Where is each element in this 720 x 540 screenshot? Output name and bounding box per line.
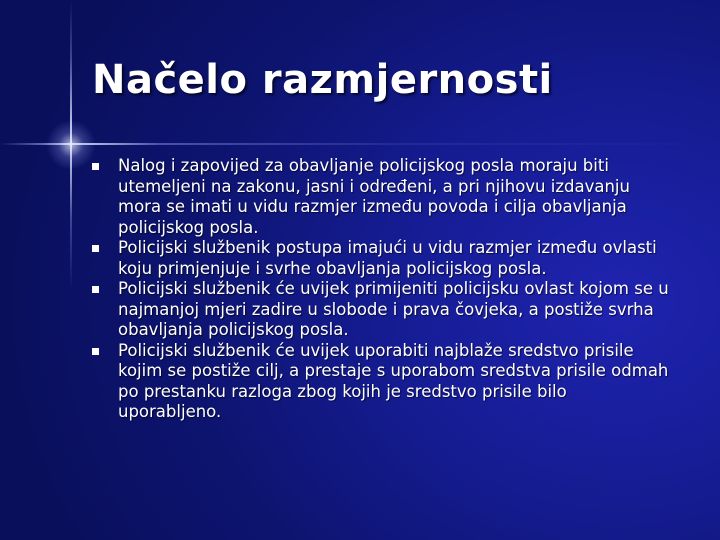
- bullet-item: [92, 156, 672, 238]
- square-bullet-icon: [92, 163, 99, 170]
- square-bullet-icon: [92, 245, 99, 252]
- bullet-text: Policijski službenik će uvijek primijeniti policijsku ovlast kojom se u najmanjoj mjeri zadire u slobode i prava čovjeka, a postiže svrha obavljanja policijskog posla.: [118, 279, 669, 339]
- bullet-text: Policijski službenik će uvijek uporabiti najblaže sredstvo prisile kojim se postiže cilj, a prestaje s uporabom sredstva prisile odmah po prestanku razloga zbog kojih je sredstvo prisile bilo uporabljeno.: [118, 340, 669, 421]
- lens-flare-glow: [46, 120, 96, 170]
- lens-flare-horizontal: [0, 143, 720, 145]
- bullet-text: Nalog i zapovijed za obavljanje policijskog posla moraju biti utemeljeni na zakonu, jasni i određeni, a pri njihovu izdavanju mora se imati u vidu razmjer između povoda i cilja obavljanja policijskog posla.: [118, 156, 630, 237]
- bullet-list: [92, 156, 672, 423]
- bullet-item: [92, 279, 672, 341]
- bullet-text: Policijski službenik postupa imajući u vidu razmjer između ovlasti koju primjenjuje i svrhe obavljanja policijskog posla.: [118, 238, 657, 278]
- bullet-item: [92, 341, 672, 423]
- slide-title: Načelo razmjernosti: [92, 57, 553, 103]
- bullet-item: [92, 238, 672, 279]
- square-bullet-icon: [92, 286, 99, 293]
- square-bullet-icon: [92, 348, 99, 355]
